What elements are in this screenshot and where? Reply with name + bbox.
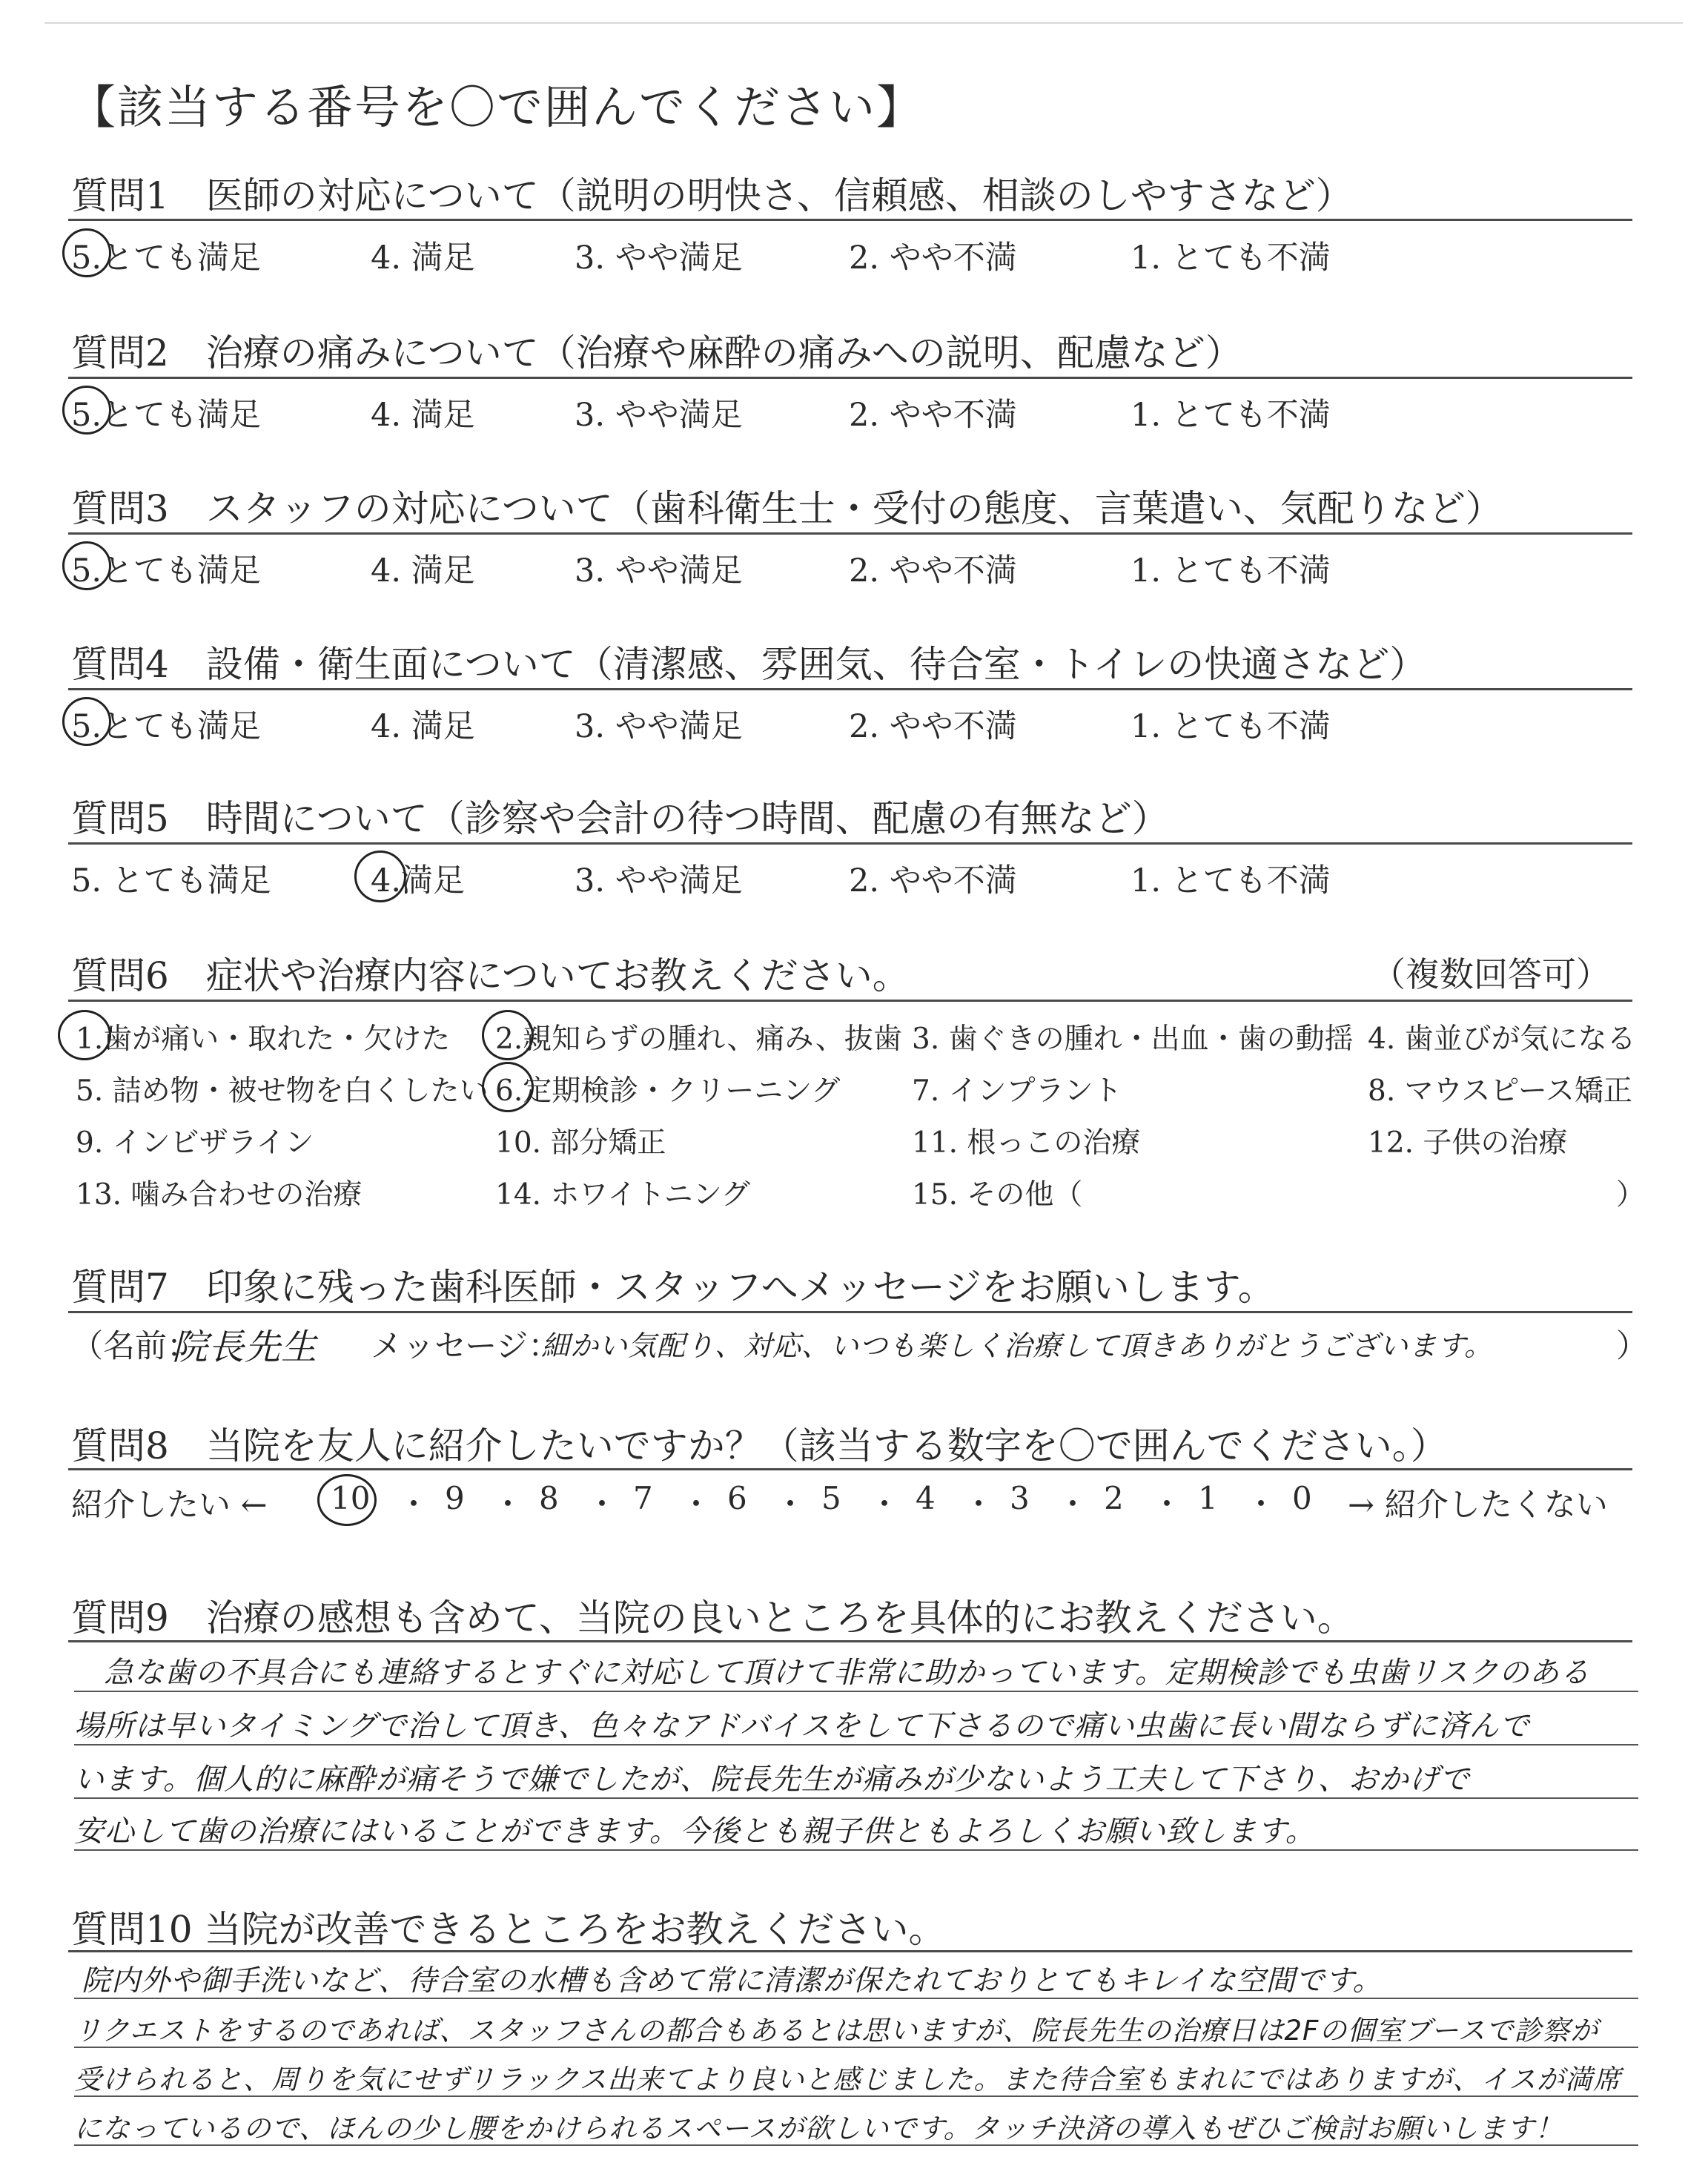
- q3-option-3[interactable]: 3. やや満足: [575, 552, 743, 589]
- question-7-title: 質問7 印象に残った歯科医師・スタッフへメッセージをお願いします。: [71, 1266, 1275, 1309]
- divider: [68, 532, 1632, 535]
- scale-8[interactable]: 8: [539, 1480, 559, 1516]
- answer-circle: [58, 1010, 111, 1060]
- scale-5[interactable]: 5: [821, 1480, 841, 1516]
- q6-item-3[interactable]: 3. 歯ぐきの腫れ・出血・歯の動揺: [912, 1023, 1354, 1056]
- q6-item-2[interactable]: 2.親知らずの腫れ、痛み、抜歯: [495, 1023, 902, 1056]
- scale-2[interactable]: 2: [1104, 1480, 1124, 1516]
- q10-answer-line-2[interactable]: リクエストをするのであれば、スタッフさんの都合もあるとは思いますが、院長先生の治療日は2Fの個室ブースで診察が: [74, 2015, 1599, 2047]
- scale-0[interactable]: 0: [1292, 1480, 1312, 1516]
- answer-circle: [317, 1474, 377, 1526]
- q5-option-5[interactable]: 5. とても満足: [71, 862, 271, 899]
- divider: [68, 1468, 1632, 1470]
- q3-option-1[interactable]: 1. とても不満: [1131, 552, 1331, 589]
- q2-option-2[interactable]: 2. やや不満: [849, 397, 1017, 434]
- q5-option-1[interactable]: 1. とても不満: [1131, 862, 1331, 899]
- scale-dot: ・: [1057, 1486, 1089, 1522]
- q6-item-13[interactable]: 13. 噛み合わせの治療: [76, 1178, 363, 1212]
- scale-dot: ・: [963, 1486, 995, 1522]
- answer-line: [74, 1797, 1638, 1799]
- q6-item-8[interactable]: 8. マウスピース矯正: [1368, 1074, 1632, 1108]
- q9-answer-line-1[interactable]: 急な歯の不具合にも連絡するとすぐに対応して頂けて非常に助かっています。定期検診でも虫歯リスクのある: [104, 1656, 1590, 1690]
- scale-3[interactable]: 3: [1010, 1480, 1030, 1516]
- q8-right-label: → 紹介したくない: [1348, 1487, 1608, 1524]
- divider: [68, 1640, 1632, 1642]
- form-header: 【該当する番号を〇で囲んでください】: [70, 80, 924, 134]
- q9-answer-line-4[interactable]: 安心して歯の治療にはいることができます。今後とも親子供ともよろしくお願い致します。: [74, 1814, 1316, 1849]
- q6-other-close: ）: [1616, 1178, 1646, 1212]
- scale-dot: ・: [492, 1486, 524, 1522]
- scale-dot: ・: [1245, 1486, 1277, 1522]
- q6-item-5[interactable]: 5. 詰め物・被せ物を白くしたい: [76, 1074, 489, 1108]
- q1-option-4[interactable]: 4. 満足: [371, 240, 475, 277]
- answer-line: [74, 1691, 1638, 1692]
- divider: [68, 688, 1632, 690]
- question-10-title: 質問10 当院が改善できるところをお教えください。: [71, 1908, 946, 1951]
- answer-circle: [62, 386, 111, 435]
- q6-item-15[interactable]: 15. その他（: [912, 1178, 1083, 1212]
- q9-answer-line-3[interactable]: います。個人的に麻酔が痛そうで嫌でしたが、院長先生が痛みが少ないよう工夫して下さり、おかげで: [74, 1763, 1470, 1797]
- q2-option-5[interactable]: 5.とても満足: [71, 397, 262, 434]
- answer-circle: [62, 541, 111, 590]
- divider: [68, 1950, 1632, 1952]
- answer-circle: [482, 1010, 534, 1060]
- q4-option-4[interactable]: 4. 満足: [371, 708, 475, 745]
- q1-option-3[interactable]: 3. やや満足: [575, 240, 743, 277]
- scale-dot: ・: [869, 1486, 901, 1522]
- q1-option-2[interactable]: 2. やや不満: [849, 240, 1017, 277]
- q4-option-3[interactable]: 3. やや満足: [575, 708, 743, 745]
- answer-line: [74, 1744, 1638, 1745]
- scale-4[interactable]: 4: [916, 1480, 936, 1516]
- q9-answer-line-2[interactable]: 場所は早いタイミングで治して頂き、色々なアドバイスをして下さるので痛い虫歯に長い間ならずに済んで: [74, 1709, 1530, 1743]
- scale-dot: ・: [398, 1486, 430, 1522]
- question-6-title: 質問6 症状や治療内容についてお教えください。: [71, 954, 910, 997]
- q3-option-2[interactable]: 2. やや不満: [849, 552, 1017, 589]
- q5-option-2[interactable]: 2. やや不満: [849, 862, 1017, 899]
- answer-line: [74, 1849, 1638, 1851]
- q5-option-3[interactable]: 3. やや満足: [575, 862, 743, 899]
- q7-name-value[interactable]: 院長先生: [172, 1327, 318, 1368]
- scale-6[interactable]: 6: [727, 1480, 747, 1516]
- scale-dot: ・: [775, 1486, 807, 1522]
- scale-dot: ・: [586, 1486, 618, 1522]
- q2-option-1[interactable]: 1. とても不満: [1131, 397, 1331, 434]
- question-3-title: 質問3 スタッフの対応について（歯科衛生士・受付の態度、言葉遣い、気配りなど）: [71, 487, 1503, 530]
- answer-line: [74, 1998, 1638, 1999]
- divider: [68, 219, 1632, 221]
- q2-option-3[interactable]: 3. やや満足: [575, 397, 743, 434]
- q6-item-11[interactable]: 11. 根っこの治療: [912, 1126, 1141, 1160]
- q6-item-10[interactable]: 10. 部分矯正: [495, 1126, 666, 1160]
- q10-answer-line-3[interactable]: 受けられると、周りを気にせずリラックス出来てより良いと感じました。また待合室もまれにではありますが、イスが満席: [74, 2064, 1622, 2095]
- multiple-answer-note: （複数回答可）: [1371, 954, 1610, 994]
- divider: [68, 1311, 1632, 1313]
- scale-dot: ・: [1151, 1486, 1183, 1522]
- top-border: [44, 22, 1683, 24]
- q6-item-12[interactable]: 12. 子供の治療: [1368, 1126, 1568, 1160]
- q7-message-value[interactable]: 細かい気配り、対応、いつも楽しく治療して頂きありがとうございます。: [541, 1330, 1493, 1362]
- q10-answer-line-1[interactable]: 院内外や御手洗いなど、待合室の水槽も含めて常に清潔が保たれておりとてもキレイな空間です。: [82, 1964, 1383, 1998]
- answer-circle: [354, 851, 406, 902]
- question-8-title: 質問8 当院を友人に紹介したいですか？（該当する数字を〇で囲んでください。）: [71, 1424, 1448, 1467]
- scale-1[interactable]: 1: [1198, 1480, 1218, 1516]
- q7-name-label: （名前：: [71, 1328, 199, 1365]
- question-1-title: 質問1 医師の対応について（説明の明快さ、信頼感、相談のしやすさなど）: [71, 174, 1353, 217]
- question-4-title: 質問4 設備・衛生面について（清潔感、雰囲気、待合室・トイレの快適さなど）: [71, 643, 1427, 686]
- divider: [68, 377, 1632, 379]
- answer-line: [74, 2144, 1638, 2146]
- scale-10[interactable]: 10: [331, 1480, 371, 1516]
- divider: [68, 1000, 1632, 1002]
- q4-option-5[interactable]: 5.とても満足: [71, 708, 262, 745]
- q1-option-1[interactable]: 1. とても不満: [1131, 240, 1331, 277]
- scale-9[interactable]: 9: [445, 1480, 465, 1516]
- answer-circle: [62, 697, 111, 746]
- q1-option-5[interactable]: 5.とても満足: [71, 240, 262, 277]
- q3-option-4[interactable]: 4. 満足: [371, 552, 475, 589]
- q7-message-label: メッセージ：: [371, 1328, 560, 1365]
- q3-option-5[interactable]: 5.とても満足: [71, 552, 262, 589]
- q6-item-14[interactable]: 14. ホワイトニング: [495, 1178, 750, 1212]
- question-9-title: 質問9 治療の感想も含めて、当院の良いところを具体的にお教えください。: [71, 1596, 1354, 1639]
- answer-line: [74, 2047, 1638, 2048]
- q4-option-2[interactable]: 2. やや不満: [849, 708, 1017, 745]
- answer-circle: [62, 228, 111, 277]
- q2-option-4[interactable]: 4. 満足: [371, 397, 475, 434]
- q4-option-1[interactable]: 1. とても不満: [1131, 708, 1331, 745]
- q5-option-4[interactable]: 4.満足: [371, 862, 466, 899]
- q6-item-7[interactable]: 7. インプラント: [912, 1074, 1122, 1108]
- scale-dot: ・: [681, 1486, 712, 1522]
- scale-7[interactable]: 7: [633, 1480, 653, 1516]
- answer-circle: [482, 1062, 534, 1112]
- q6-item-9[interactable]: 9. インビザライン: [76, 1126, 314, 1160]
- q6-item-6[interactable]: 6.定期検診・クリーニング: [495, 1074, 841, 1108]
- q8-left-label: 紹介したい ←: [71, 1487, 268, 1524]
- q6-item-1[interactable]: 1.歯が痛い・取れた・欠けた: [76, 1023, 451, 1056]
- q7-close: ）: [1616, 1328, 1648, 1365]
- question-5-title: 質問5 時間について（診察や会計の待つ時間、配慮の有無など）: [71, 797, 1169, 840]
- answer-line: [74, 2095, 1638, 2097]
- q6-item-4[interactable]: 4. 歯並びが気になる: [1368, 1023, 1636, 1056]
- question-2-title: 質問2 治療の痛みについて（治療や麻酔の痛みへの説明、配慮など）: [71, 331, 1242, 374]
- divider: [68, 842, 1632, 845]
- q10-answer-line-4[interactable]: になっているので、ほんの少し腰をかけられるスペースが欲しいです。タッチ決済の導入もぜひご検討お願いします！: [74, 2113, 1563, 2144]
